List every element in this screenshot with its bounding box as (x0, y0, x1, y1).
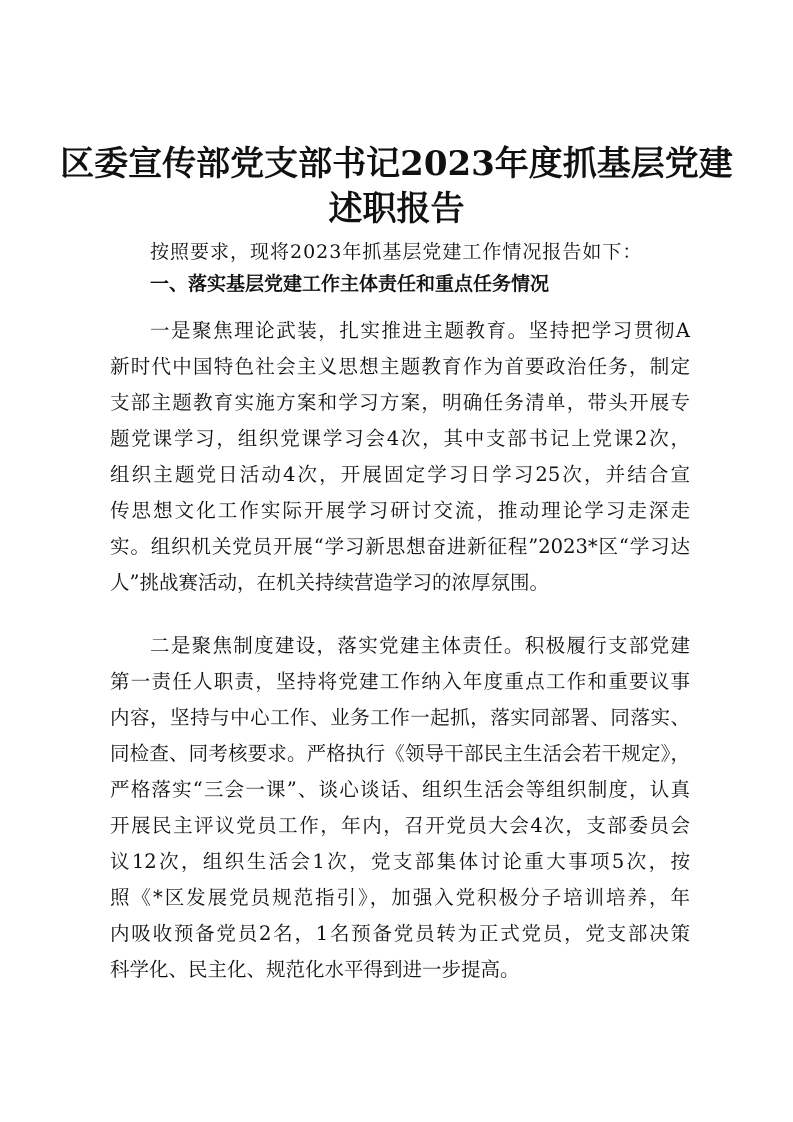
paragraph-line: 内吸收预备党员2名，1名预备党员转为正式党员，党支部决策 (110, 922, 690, 945)
paragraph-theory-study (110, 313, 690, 601)
paragraph-line: 新时代中国特色社会主义思想主题教育作为首要政治任务，制定 (110, 355, 690, 378)
paragraph-line: 照《*区发展党员规范指引》，加强入党积极分子培训培养，年 (110, 886, 690, 909)
paragraph-line: 科学化、民主化、规范化水平得到进一步提高。 (110, 958, 520, 981)
intro-sentence: 按照要求，现将2023年抓基层党建工作情况报告如下： (150, 241, 643, 263)
section-heading-1: 一、落实基层党建工作主体责任和重点任务情况 (150, 273, 550, 295)
paragraph-line: 人”挑战赛活动，在机关持续营造学习的浓厚氛围。 (110, 571, 549, 594)
paragraph-line: 议12次，组织生活会1次，党支部集体讨论重大事项5次，按 (110, 850, 690, 873)
paragraph-line: 二是聚焦制度建设，落实党建主体责任。积极履行支部党建 (150, 634, 690, 657)
paragraph-line: 内容，坚持与中心工作、业务工作一起抓，落实同部署、同落实、 (110, 706, 690, 729)
paragraph-line: 题党课学习，组织党课学习会4次，其中支部书记上党课2次， (110, 427, 690, 450)
document-title-line-1: 区委宣传部党支部书记2023年度抓基层党建 (60, 144, 733, 184)
paragraph-line: 严格落实“三会一课”、谈心谈话、组织生活会等组织制度，认真 (110, 778, 690, 801)
paragraph-line: 实。组织机关党员开展“学习新思想奋进新征程”2023*区“学习达 (110, 535, 690, 558)
paragraph-line: 同检查、同考核要求。严格执行《领导干部民主生活会若干规定》， (110, 742, 690, 765)
document-title-line-2: 述职报告 (328, 189, 465, 229)
paragraph-line: 组织主题党日活动4次，开展固定学习日学习25次，并结合宣 (110, 463, 690, 486)
paragraph-line: 一是聚焦理论武装，扎实推进主题教育。坚持把学习贯彻A (150, 319, 690, 342)
paragraph-system-building (110, 628, 690, 988)
paragraph-line: 传思想文化工作实际开展学习研讨交流，推动理论学习走深走 (110, 499, 690, 522)
paragraph-line: 第一责任人职责，坚持将党建工作纳入年度重点工作和重要议事 (110, 670, 690, 693)
paragraph-line: 开展民主评议党员工作，年内，召开党员大会4次，支部委员会 (110, 814, 690, 837)
paragraph-line: 支部主题教育实施方案和学习方案，明确任务清单，带头开展专 (110, 391, 690, 414)
